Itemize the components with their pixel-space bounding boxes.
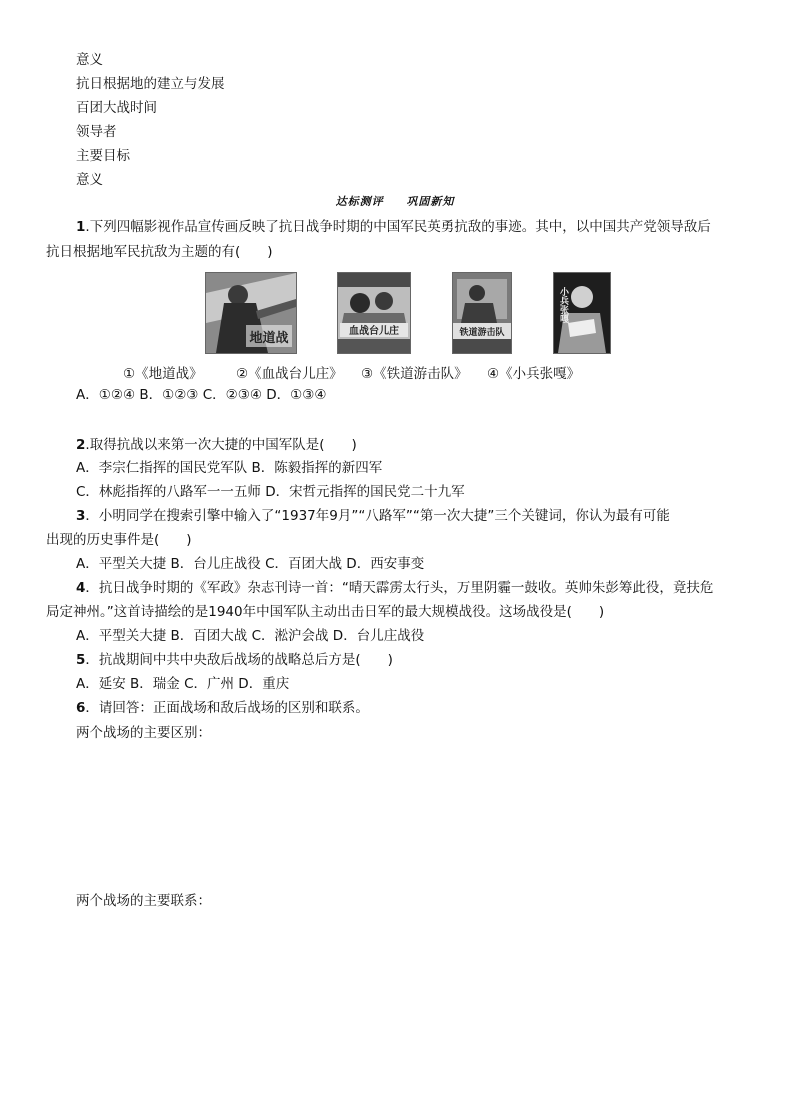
q6-connections-label: 两个战场的主要联系：: [76, 893, 211, 909]
outline-item-base-areas: 抗日根据地的建立与发展: [76, 76, 225, 92]
poster-caption-4: ④《小兵张嘎》: [487, 366, 581, 382]
svg-text:血战台儿庄: 血战台儿庄: [349, 326, 399, 337]
q1-options: A．①②④ B．①②③ C．②③④ D．①③④: [76, 387, 327, 403]
q3-stem-line2: 出现的历史事件是( ): [46, 532, 192, 548]
q6-differences-label: 两个战场的主要区别：: [76, 725, 211, 741]
q4-number: 4: [76, 580, 86, 596]
poster-little-soldier-zhang-ga: [553, 272, 611, 354]
poster-tunnel-warfare: [205, 272, 297, 354]
poster-caption-3: ③《铁道游击队》: [361, 366, 468, 382]
q1-stem-line2: 抗日根据地军民抗敌为主题的有( ): [46, 244, 273, 260]
poster-caption-1: ①《地道战》: [123, 366, 203, 382]
q2-options-ab: A．李宗仁指挥的国民党军队 B．陈毅指挥的新四军: [76, 460, 383, 476]
q5-number: 5: [76, 652, 86, 668]
poster-caption-2: ②《血战台儿庄》: [236, 366, 343, 382]
section-heading-left: 达标测评: [335, 195, 384, 208]
outline-item-significance-2: 意义: [76, 172, 103, 188]
q3-stem-line1: 3．小明同学在搜索引擎中输入了“1937年9月”“八路军”“第一次大捷”三个关键词，你认为最有可能: [76, 508, 670, 524]
q4-stem-line1: 4．抗日战争时期的《军政》杂志刊诗一首：“晴天霹雳太行头，万里阴霾一鼓收。英帅朱彭筹此役，竟扶危: [76, 580, 714, 596]
q4-options: A．平型关大捷 B．百团大战 C．淞沪会战 D．台儿庄战役: [76, 628, 425, 644]
q4-stem-line2: 局定神州。”这首诗描绘的是1940年中国军队主动出击日军的最大规模战役。这场战役是( ): [46, 604, 605, 620]
q3-options: A．平型关大捷 B．台儿庄战役 C．百团大战 D．西安事变: [76, 556, 425, 572]
outline-item-hundred-regiments-time: 百团大战时间: [76, 100, 157, 116]
q5-options: A．延安 B．瑞金 C．广州 D．重庆: [76, 676, 290, 692]
outline-item-main-goal: 主要目标: [76, 148, 130, 164]
q2-number: 2: [76, 437, 86, 453]
q1-stem-line1: 1.下列四幅影视作品宣传画反映了抗日战争时期的中国军民英勇抗敌的事迹。其中，以中国共产党领导敌后: [76, 219, 711, 235]
q6-stem: 6．请回答：正面战场和敌后战场的区别和联系。: [76, 700, 369, 716]
q6-number: 6: [76, 700, 86, 716]
q2-options-cd: C．林彪指挥的八路军一一五师 D．宋哲元指挥的国民党二十九军: [76, 484, 465, 500]
q5-stem: 5．抗战期间中共中央敌后战场的战略总后方是( ): [76, 652, 393, 668]
poster-taierzhuang: [337, 272, 411, 354]
outline-item-significance-1: 意义: [76, 52, 103, 68]
outline-item-leader: 领导者: [76, 124, 117, 140]
poster-railway-guerrillas: [452, 272, 512, 354]
svg-text:铁道游击队: 铁道游击队: [459, 328, 505, 338]
q2-stem: 2.取得抗战以来第一次大捷的中国军队是( ): [76, 437, 357, 453]
section-heading-right: 巩固新知: [406, 195, 455, 208]
q1-number: 1: [76, 219, 86, 235]
svg-text:小兵张嘎: 小兵张嘎: [558, 287, 568, 323]
section-heading: [0, 193, 790, 209]
svg-text:地道战: 地道战: [249, 331, 289, 346]
q3-number: 3: [76, 508, 86, 524]
